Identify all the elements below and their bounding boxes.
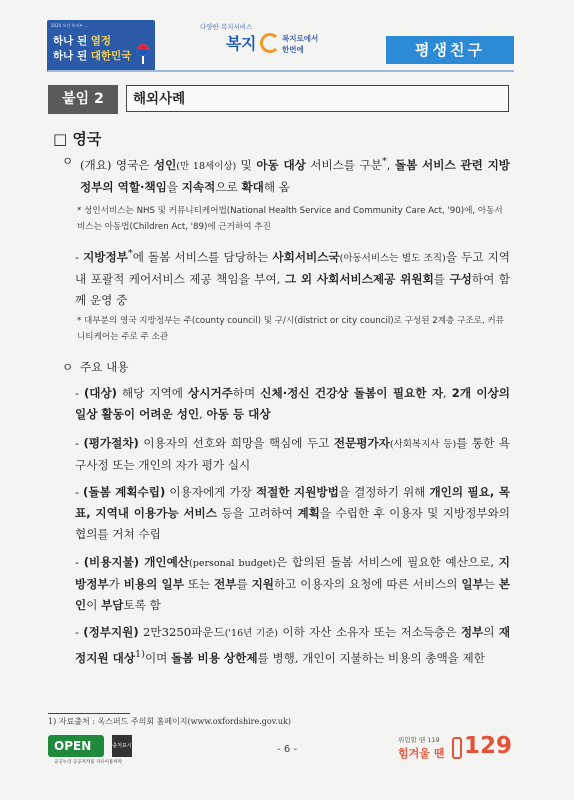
hotline-number: 129 (464, 733, 513, 759)
main-item-gov-support: - (정부지원) 2만3250파운드('16년 기준) 이하 자산 소유자 또는 저소득층은 정부의 재정지원 대상$^{1)}$이며 돌봄 비용 상한제를 병행, 개인이 지불하는 비용의 총액을 제한 (75, 625, 511, 665)
attachment-title: 해외사례 (126, 85, 509, 112)
section-title: □ 영국 (53, 130, 102, 148)
logo-wordmark: 복지 (226, 34, 256, 53)
hotline-text-2: 힘겨울 땐 (398, 747, 445, 760)
open-license-caption: 공공누리 공공저작물 자유이용허락 (54, 760, 123, 765)
main-item-assessment: - (평가절차) 이용자의 선호와 희망을 핵심에 두고 전문평가자(사회복지사 등)를 통한 욕구사정 또는 개인의 자가 평가 실시 (75, 436, 511, 472)
main-bullet: ㅇ (62, 360, 74, 374)
banner-line-1: 하나 된 열정 (53, 35, 112, 47)
overview-paragraph: (개요) 영국은 성인(만 18세이상) 및 아동 대상 서비스를 구분*, 돌봄 서비스 관련 지방정부의 역할·책임을 지속적으로 확대해 옴 (80, 156, 510, 194)
logo-ring-icon (260, 33, 280, 53)
main-item-payment: - (비용지불) 개인예산(personal budget)은 합의된 돌봄 서비스에 필요한 예산으로, 지방정부가 비용의 일부 또는 전부를 지원하고 이용자의 요청에 따른 서비스의 일부는 본인이 부담토록 함 (75, 555, 511, 612)
campaign-banner (47, 20, 155, 72)
logo-right-line-1: 복지로에서 (282, 34, 319, 43)
open-license-logo: OPEN (48, 735, 104, 757)
banner-small-text: 2020 보건 복지부 ... (51, 23, 89, 28)
footnote: 1) 자료출처 : 옥스퍼드 주의회 홈페이지(www.oxfordshire.gov.uk) (48, 717, 291, 726)
page-number: - 6 - (277, 744, 297, 755)
phone-icon (452, 737, 462, 759)
header-slogan-box: 평생친구 (386, 36, 514, 64)
attachment-tag: 붙임 2 (48, 85, 118, 114)
logo-right-line-2: 한번에 (282, 45, 304, 54)
footnote-rule (48, 713, 130, 714)
flag-icon (135, 42, 151, 64)
license-type-badge: 출처표시 (112, 735, 132, 757)
hotline-logo (398, 733, 516, 763)
header-divider (48, 70, 514, 72)
bokjiro-logo (200, 22, 330, 68)
overview-note: * 성인서비스는 NHS 및 커뮤니티케어법(National Health Service and Community Care Act, '90)에, 아동서비스는 아동법(Children Act, '89)에 근거하여 추진 (77, 206, 503, 232)
hotline-text-1: 위험할 땐 119 (398, 736, 440, 744)
banner-line-2: 하나 된 대한민국 (53, 50, 132, 62)
main-item-care-planning: - (돌봄 계획수립) 이용자에게 가장 적절한 지원방법을 결정하기 위해 개인의 필요, 목표, 지역내 이용가능 서비스 등을 고려하여 계획을 수립한 후 이용자 및 지방정부와의 협의를 거쳐 수립 (75, 485, 511, 541)
overview-bullet: ㅇ (62, 154, 74, 168)
logo-tagline: 다양한 복지서비스 (200, 23, 253, 31)
overview-paragraph-2: - 지방정부*에 돌봄 서비스를 담당하는 사회서비스국(아동서비스는 별도 조직)을 두고 지역 내 포괄적 케어서비스 제공 책임을 부여, 그 외 사회서비스제공 위원회를 구성하여 함께 운영 중 (75, 248, 511, 307)
main-heading: 주요 내용 (80, 360, 129, 374)
overview-note-2: * 대부분의 영국 지방정부는 주(county council) 및 구/시(district or city council)로 구성된 2계층 구조로, 커뮤니티케어는 주로 주 소관 (77, 316, 505, 342)
main-item-target: - (대상) 해당 지역에 상시거주하며 신체·정신 건강상 돌봄이 필요한 자, 2개 이상의 일상 활동이 어려운 성인, 아동 등 대상 (75, 386, 510, 421)
